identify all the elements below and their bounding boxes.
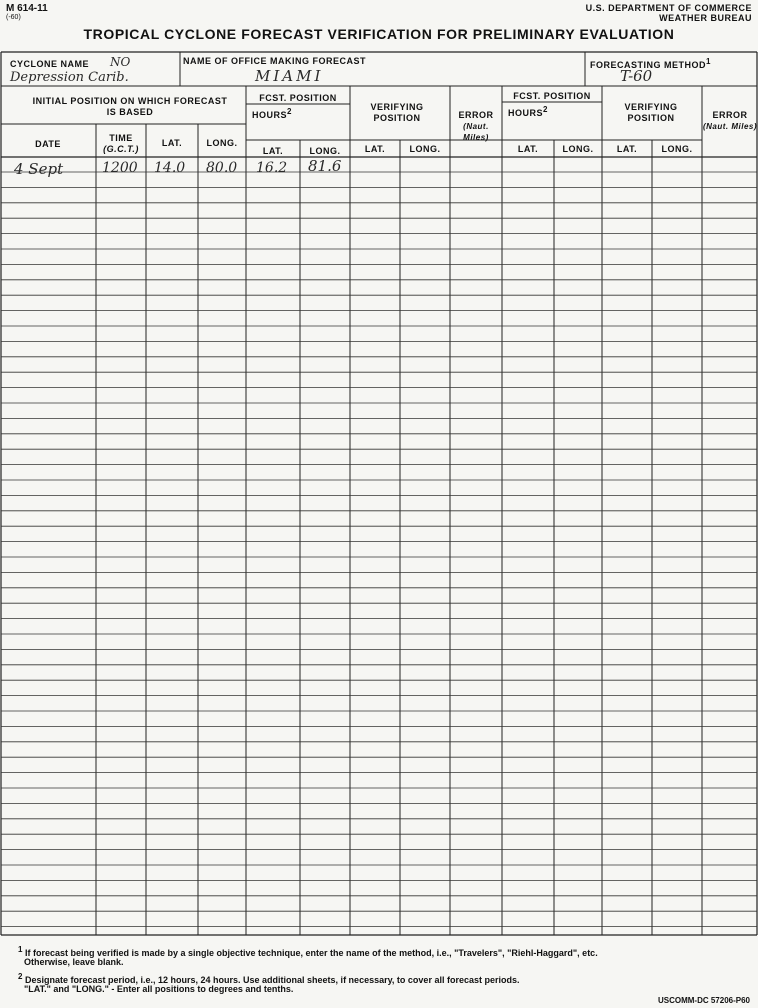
error-sub-2: (Naut. Miles) xyxy=(702,122,758,131)
hours-header-2 xyxy=(508,104,548,119)
error-header-1 xyxy=(450,110,502,143)
hours-header-1 xyxy=(252,106,292,121)
bureau-name: WEATHER BUREAU xyxy=(659,13,752,23)
hours-footnote-ref-2: 2 xyxy=(543,105,548,114)
footnote-1-marker: 1 xyxy=(18,945,23,954)
cyclone-name-value[interactable]: NO xyxy=(110,55,131,69)
error-sub-1: (Naut. Miles) xyxy=(463,122,489,142)
date-header: DATE xyxy=(35,139,61,149)
hours-footnote-ref-1: 2 xyxy=(287,107,292,116)
verify-lat-header-2: LAT. xyxy=(616,144,638,154)
row-1-long[interactable]: 80.0 xyxy=(206,160,238,176)
row-1-time[interactable]: 1200 xyxy=(102,160,138,176)
method-footnote-ref: 1 xyxy=(706,57,711,66)
initial-long-header: LONG. xyxy=(206,138,238,148)
row-1-fcst-long[interactable]: 81.6 xyxy=(308,157,342,175)
time-header xyxy=(96,133,146,155)
cyclone-name-value-2[interactable]: Depression Carib. xyxy=(10,70,129,85)
error-header-2 xyxy=(702,110,758,132)
method-value[interactable]: T-60 xyxy=(620,67,653,85)
fcst-lat-header-1: LAT. xyxy=(262,146,284,156)
error-label-1: ERROR xyxy=(458,110,494,120)
verify-long-header-1: LONG. xyxy=(409,144,441,154)
verifying-position-header-2: VERIFYING POSITION xyxy=(624,102,678,123)
row-1-fcst-lat[interactable]: 16.2 xyxy=(256,160,288,176)
fcst-position-header-2: FCST. POSITION xyxy=(513,91,591,101)
office-value[interactable]: MIAMI xyxy=(255,67,324,85)
cyclone-name-label: CYCLONE NAME xyxy=(10,59,90,69)
method-label: FORECASTING METHOD xyxy=(590,60,706,70)
department-name: U.S. DEPARTMENT OF COMMERCE xyxy=(585,3,752,13)
verifying-position-header-1: VERIFYING POSITION xyxy=(370,102,424,123)
hours-label-1: HOURS xyxy=(252,110,288,120)
time-header-label: TIME xyxy=(109,133,133,143)
footnote-3: "LAT." and "LONG." - Enter all positions to degrees and tenths. xyxy=(24,984,294,994)
footnote-1b: Otherwise, leave blank. xyxy=(24,957,124,967)
form-date: (-60) xyxy=(6,14,21,21)
footnote-1 xyxy=(18,944,748,959)
hours-label-2: HOURS xyxy=(508,108,544,118)
initial-lat-header: LAT. xyxy=(161,138,183,148)
footnote-2-marker: 2 xyxy=(18,972,23,981)
fcst-long-header-1: LONG. xyxy=(309,146,341,156)
footnote-2-text: Designate forecast period, i.e., 12 hours, 24 hours. Use additional sheets, if necessary, to cover all forecast periods. xyxy=(24,975,520,985)
initial-position-header: INITIAL POSITION ON WHICH FORECAST IS BASED xyxy=(32,96,228,117)
office-label: NAME OF OFFICE MAKING FORECAST xyxy=(183,56,366,66)
error-label-2: ERROR xyxy=(712,110,748,120)
time-header-sub: (G.C.T.) xyxy=(103,144,139,154)
verify-lat-header-1: LAT. xyxy=(364,144,386,154)
form-title: TROPICAL CYCLONE FORECAST VERIFICATION FOR PRELIMINARY EVALUATION xyxy=(83,26,675,42)
fcst-long-header-2: LONG. xyxy=(562,144,594,154)
footnote-1-text: If forecast being verified is made by a single objective technique, enter the name of the method, i.e., "Travelers", "Riehl-Haggard", etc. xyxy=(24,948,598,958)
verify-long-header-2: LONG. xyxy=(661,144,693,154)
fcst-lat-header-2: LAT. xyxy=(517,144,539,154)
form-number: M 614-11 xyxy=(6,3,48,14)
row-1-date[interactable]: 4 Sept xyxy=(14,160,64,178)
row-1-lat[interactable]: 14.0 xyxy=(154,160,186,176)
print-code: USCOMM-DC 57206-P60 xyxy=(657,996,750,1005)
fcst-position-header-1: FCST. POSITION xyxy=(259,93,337,103)
